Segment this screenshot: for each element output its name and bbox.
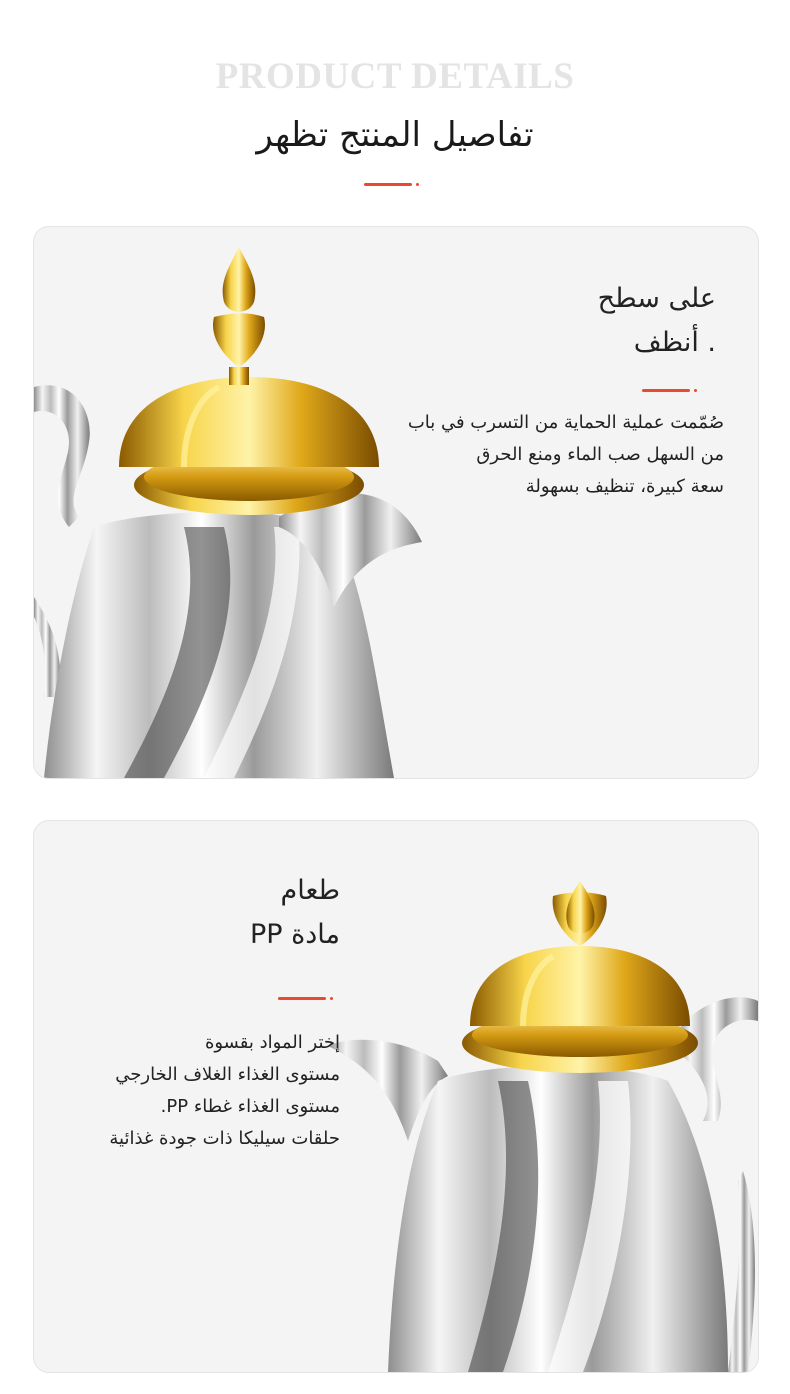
- header-title-ar: تفاصيل المنتج تظهر: [256, 115, 534, 155]
- section-2-title-line: مادة PP: [249, 919, 340, 950]
- section-2-body-line: حلقات سيليكا ذات جودة غذائية: [109, 1128, 340, 1149]
- detail-card-lid: [33, 226, 759, 779]
- page-header: [0, 0, 790, 200]
- section-1-title-line: على سطح: [597, 283, 716, 314]
- section-2-accent-line: [278, 997, 326, 1000]
- section-1-title: [598, 277, 716, 365]
- section-1-body-line: سعة كبيرة، تنظيف بسهولة: [525, 476, 724, 497]
- section-2-body-line: إختر المواد بقسوة: [204, 1032, 340, 1053]
- dallah-pot-image: [34, 227, 434, 778]
- section-2-description: [109, 1027, 340, 1155]
- section-2-body-line: مستوى الغذاء غطاء PP.: [160, 1096, 340, 1117]
- header-accent-line: [364, 183, 412, 186]
- section-1-description: [408, 407, 724, 503]
- header-title-en: PRODUCT DETAILS: [215, 56, 575, 97]
- section-1-title-line: . أنظف: [633, 327, 716, 358]
- dallah-pot-image: [298, 821, 758, 1372]
- section-1-accent-line: [642, 389, 690, 392]
- section-2-body-line: مستوى الغذاء الغلاف الخارجي: [115, 1064, 340, 1085]
- section-1-body-line: من السهل صب الماء ومنع الحرق: [476, 444, 724, 465]
- section-2-title: [250, 869, 340, 957]
- section-2-title-line: طعام: [280, 875, 340, 906]
- section-1-body-line: صُمّمت عملية الحماية من التسرب في باب: [407, 412, 724, 433]
- detail-card-material: [33, 820, 759, 1373]
